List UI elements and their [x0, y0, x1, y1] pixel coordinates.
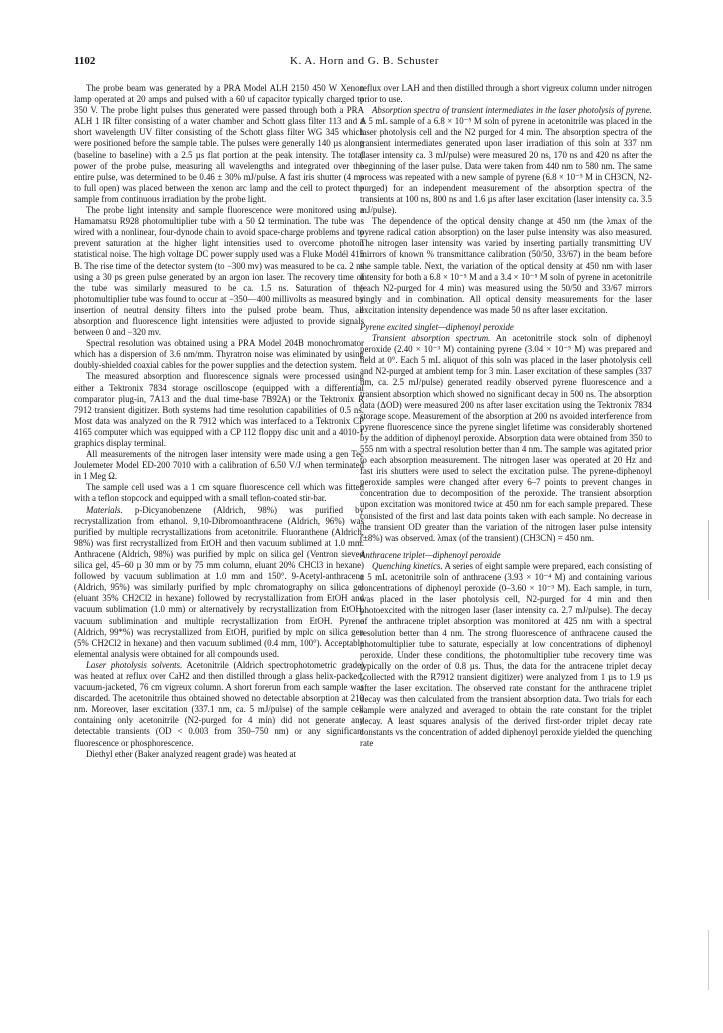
page-number: 1102	[74, 55, 96, 67]
margin-scan-mark	[708, 520, 709, 600]
paragraph-solvents	[74, 660, 364, 749]
quenching-text: A series of eight sample were prepared, each consisting of a 5 mL acetonitrile soln of anthracene (3.93 × 10⁻⁴ M) and containing various concentrations of diphenoyl peroxide (0–3.60 × 10⁻³ M). Each sample, in turn, was placed in the laser photolysis cell, N2-purged for 4 min and then photoexcited with the nitrogen laser (laser intensity ca. 2.7 mJ/pulse). The decay of the anthracene triplet absorption was monitored at 425 nm with a spectral resolution better than 4 nm. The strong fluorescence of anthracene caused the photomultiplier tube to saturate, especially at low concentrations of diphenoyl peroxide. Under these conditions, the photomultiplier tube recovery time was typically on the order of 0.8 µs. Thus, the data for the antracene triplet decay (collected with the R7912 transient digitizer) were analyzed from 1 µs to 1.9 µs after the laser excitation. The observed rate constant for the anthracene triplet decay was then calculated from the transient absorption data. Two trials for each sample were analyzed and averaged to obtain the rate constant for the triplet decay. A least squares analysis of the derived first-order triplet decay rate constants vs the concentration of added diphenoyl peroxide yielded the quenching rate	[360, 560, 652, 749]
paragraph-transient-absorption	[360, 333, 652, 544]
left-column	[74, 83, 364, 993]
running-header	[74, 55, 655, 71]
paragraph-od-dependence: The dependence of the optical density change at 450 nm (the λmax of the pyrene radical cation absorption) on the laser pulse intensity was also measured. The nitrogen laser intensity was varied by inserting partially transmitting UV mirrors of known % transmittance calibration (50/50, 33/67) in the beam before the sample table. Next, the variation of the optical density at 450 nm with laser intensity for both a 6.8 × 10⁻⁵ M and a 3.4 × 10⁻⁵ M soln of pyrene in acetonitrile (each N2-purged for 4 min) was measured using the 50/50 and 33/67 mirrors singly and in combination. All optical density measurements for the laser excitation intensity dependence was made 50 ns after laser excitation.	[360, 216, 652, 315]
paragraph-quenching	[360, 561, 652, 750]
margin-scan-mark-lower	[708, 930, 709, 990]
materials-heading: Materials.	[86, 504, 123, 515]
paragraph-materials	[74, 505, 364, 660]
paragraph-spectral-resolution: Spectral resolution was obtained using a PRA Model 204B monochromator which has a dispersion of 3.6 nm/mm. Thyratron noise was eliminated by using doubly-shielded coaxial cables for the power supplies and the detection system.	[74, 338, 364, 371]
solvents-heading: Laser photolysis solvents.	[86, 659, 183, 670]
transient-text: An acetonitrile stock soln of diphenoyl peroxide (2.40 × 10⁻³ M) containing pyrene (3.04 × 10⁻⁵ M) was prepared and held at 0°. Each 5 mL aliquot of this soln was placed in the laser photolysis cell and N2-purged at ambient temp for 3 min. Laser excitation of these samples (337 nm, ca. 2.5 mJ/pulse) generated readily observed pyrene fluorescence and a transient absorption which showed no significant decay in 500 ns. The absorption data (ΔOD) were measured 200 ns after laser excitation using the Tektronix 7834 storage scope. Measurement of the absorption at 200 ns avoided interference from pyrene fluorescence since the pyrene singlet lifetime was considerably shortened by the addition of diphenoyl peroxide. Absorption data were obtained from 350 to 555 nm with a spectral resolution better than 4 nm. The sample was agitated prior to each absorption measurement. The nitrogen laser was operated at 20 Hz and fast iris shutters were used to select the excitation pulse. The pyrene-diphenoyl peroxide samples were changed after every 6–7 points to prevent changes in concentration due to decomposition of the peroxide. The transient absorption upon excitation was monitored twice at 450 nm for each sample prepared. These consisted of the first and last data points taken with each sample. No decrease in the transient OD greater than the variation of the nitrogen laser pulse intensity (±8%) was observed. λmax (of the transient) (CH3CN) = 450 nm.	[360, 333, 652, 543]
section-title-pyrene-singlet: Pyrene excited singlet—diphenoyl peroxide	[360, 321, 514, 332]
paragraph-probe-beam: The probe beam was generated by a PRA Model ALH 2150 450 W Xenon lamp operated at 20 amps and pulsed with a 60 uf capacitor typically charged to 350 V. The probe light pulses thus generated were passed through both a PRA ALH 1 IR filter consisting of a water chamber and Schott glass filter 113 and a short wavelength UV filter consisting of the Schott glass filter WG 345 which were positioned before the sample table. The pulses were generally 140 µs along (baseline to baseline) with a 2.5 µs flat portion at the peak intensity. The total power of the probe pulse, measuring all wavelengths and integrated over the entire pulse, was determined to be 0.46 ± 30% mJ/pulse. A fast iris shutter (4 ms to full open) was placed between the xenon arc lamp and the cell to protect the sample from continuous irradiation by the probe light.	[74, 83, 364, 204]
absorption-heading: Absorption spectra of transient intermediates in the laser photolysis of pyrene.	[372, 105, 652, 116]
paragraph-photomultiplier: The probe light intensity and sample fluorescence were monitored using a Hamamatsu R928 photomultiplier tube with a 50 Ω termination. The tube was wired with a nonlinear, four-dynode chain to avoid space-charge problems and to prevent saturation at the higher light intensities used to overcome photon statistical noise. The high voltage DC power supply used was a Fluke Modél 415 B. The rise time of the detector system (to −300 mv) was measured to be ca. 2 ns using a 30 ps green pulse generated by an argon ion laser. The recovery time of the tube was similarly measured to be ca. 1.5 ns. Saturation of the photomultiplier tube was found to occur at −350–−400 millivolts as measured by insertion of neutral density filters into the pulsed probe beam. Thus, all absorption and fluorescence light intensities were adjusted to provide signals between 0 and −320 mv.	[74, 205, 364, 338]
paragraph-signal-processing: The measured absorption and fluorescence signals were processed using either a Tektronix 7834 storage oscilloscope (equipped with a differential comparator plug-in, 7A13 and the dual time-base 7B92A) or the Tektronix R 7912 transient digitizer. Both systems had time resolution capabilities of 0.5 ns. Most data was analyzed on the R 7912 which was interfaced to a Tektronix CP 4165 computer which was equipped with a CP 112 floppy disc unit and a 4010-1 graphics display terminal.	[74, 371, 364, 448]
quenching-heading: Quenching kinetics.	[372, 560, 443, 571]
absorption-text: A 5 mL sample of a 6.8 × 10⁻⁵ M soln of pyrene in acetonitrile was placed in the laser photolysis cell and the N2 purged for 4 min. The absorption spectra of the transient intermediates generated upon laser irradiation of this soln at 337 nm (laser intensity ca. 3 mJ/pulse) were measured 20 ns, 170 ns and 420 ns after the beginning of the laser pulse. Data were taken from 440 nm to 580 nm. The same process was repeated with a new sample of pyrene (6.8 × 10⁻⁵ M in CH3CN, N2-purged) for an independent measurement of the absorption spectra of the transients at 100 ns, 800 ns and 1.6 µs after laser excitation (laser intensity ca. 3.5 mJ/pulse).	[360, 116, 652, 216]
transient-heading: Transient absorption spectrum.	[372, 333, 491, 344]
paragraph-sample-cell: The sample cell used was a 1 cm square fluorescence cell which was fitted with a teflon stopcock and equipped with a small teflon-coated stir-bar.	[74, 482, 364, 504]
right-column	[360, 83, 652, 993]
paragraph-laser-intensity: All measurements of the nitrogen laser intensity were made using a gen Tec Joulemeter Model ED-200 7010 with a calibration of 6.50 V/J when terminated in 1 Meg Ω.	[74, 449, 364, 482]
solvents-text: Acetonitrile (Aldrich spectrophotometric grade) was heated at reflux over CaH2 and then distilled through a glass helix-packed, vacuum-jacketed, 76 cm vigreux column. A short forerun from each sample was discarded. The acetonitrile thus obtained showed no detectable absorption at 210 nm. Moreover, laser excitation (337.1 nm, ca. 5 mJ/pulse) of the sample cell containing only acetonitrile (N2-purged for 4 min) did not generate any detectable transients (OD < 0.003 from 350–750 nm) or any significant fluorescence or phosphorescence.	[74, 659, 364, 748]
section-title-anthracene-triplet: Anthracene triplet—diphenoyl peroxide	[360, 549, 501, 560]
paragraph-diethyl-ether: Diethyl ether (Baker analyzed reagent grade) was heated at	[86, 748, 296, 759]
paragraph-reflux: reflux over LAH and then distilled through a short vigreux column under nitrogen prior to use.	[360, 83, 652, 105]
running-authors: K. A. Horn and G. B. Schuster	[290, 55, 439, 67]
materials-text: p-Dicyanobenzene (Aldrich, 98%) was purified by recrystallization from ethanol. 9,10-Dibromoanthracene (Aldrich, 96%) was purified by multiple recrystallizations from acetonitrile. Fluoranthene (Aldrich, 98%) was first recrystallized from EtOH and then vacuum sublimed at 1.0 mm. Anthracene (Aldrich, 98%) was purified by mplc on silica gel (Ventron sieved silica gel, 45–60 µ 30 mm or by 75 mm column, eluant 20% CHCl3 in hexane) followed by vacuum sublimation at 1.0 mm and 150°. 9-Acetyl-anthracene (Aldrich, 95%) was similarly purified by mplc chromatography on silica gel (eluant 35% CH2Cl2 in hexane) followed by recrystallization from EtOH and vacuum sublimation (1.0 mm) or alternatively by recrystallization from EtOH, vacuum sublimination and multiple recrystallization from EtOH. Pyrene (Aldrich, 99*%) was recrystallized from EtOH, purified by mplc on silica gen (5% CH2Cl2 in hexane) and then vacuum sublimed (0.4 mm, 100°). Acceptable elemental analysis were obtained for all compounds used.	[74, 504, 364, 659]
paragraph-absorption-spectra	[360, 105, 652, 216]
